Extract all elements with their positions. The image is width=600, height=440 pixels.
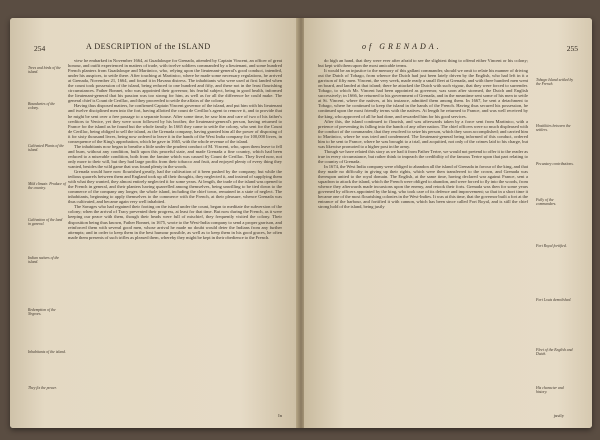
paragraph: The inhabitants now began to breathe a little under the prudent conduct of M. Vincent, who, upon them leave to fell and burn, without any condition, built upon this peaceful state, and made Grenada a fine country, which had been reduced to a miserable condition, both from the famine which was caused by Count de Cerillac. They lived now, not only more to their will, but they had large profits from their tobacco and fruit, and enjoyed plenty of every thing they wanted, besides the wild game that was found plenty in the woods. <box>68 143 282 169</box>
catchword-left: In <box>278 413 282 418</box>
body-text-left <box>68 58 282 412</box>
running-head-right: of GRENADA. <box>362 42 442 51</box>
paragraph: Having thus disposed matters, he confirmed Captain Vincent governor of the island, and put him with his lieutenant and twelve disciplined men into the fort, having allotted the count de Cerillac's agent to remove it, and to provide that he might be sent over a free passage to a separate house. After some time, he saw him and care of two of his father's creditors to Venice, yet they were soon followed by his brother, the lieutenant-general's person, having returned to France for the island as be found but the whole family. In 1665 they came to settle the colony, who sent for the Count de Cerillac, being obliged to sell the island, as the Grenada company, having granted him all the power of disposing of it for sixty thousand livres, being now ordered to leave it in the hands of the West India company for 100,000 livres, in consequence of the King's approbation, which he gave in 1665, with the whole revenue of the island. <box>68 103 282 144</box>
paragraph: In 1674, the West India company were obliged to abandon all the island of Grenada in favour of the king, and that they made no difficulty in giving up their rights, which were then transferred to the crown, and Grenada was thereupon united to the royal domain. The English, at the same time, having declared war against France, sent a squadron to attack the island, which the French were obliged to abandon, and were forced to fly into the woods, from whence they afterwards made incursions upon the enemy, and retook their forts. Grenada was then for some years governed by officers appointed by the king, who took care of its defence and improvement; so that in a short time it became one of the most flourishing colonies in the West-Indies. It was at this time, that the governor built a fort at the entrance of the harbour, and fortified it with cannon, which has been since called Fort Royal, and is still the chief strong hold of the island, being justly <box>318 163 528 210</box>
margin-note: Cultivation of the land in general. <box>28 218 63 227</box>
margin-note: Mild climate. Produce of the country. <box>28 182 66 191</box>
margin-note: Indian natives of the island. <box>28 256 60 265</box>
margin-note: They fix the power. <box>28 386 57 390</box>
paragraph: The Savages who had regained their footing on the island under the count, began to meditate the subversion of the colony; when the arrival of Tracy prevented their progress, at least for that time. But now during the French, as it were keeping our peace with them, though their heads were full of mischief, they frequently visited the colony. Their disposition being thus known, Father Bonnet, in 1675, wrote to the West-India company to send a proper garrison, and reinforced them with several good men, whose arrival he made no doubt would deter the Indians from any further attempts; and in order to keep them in the best humour possible, as well as to keep them in his good graces, he often made them presents of such trifles as pleased them, whereby they might be kept in their obedience to the French. <box>68 204 282 240</box>
margin-note: Trees and birds of the island. <box>28 66 61 75</box>
margin-note: Fort Royal fortified. <box>536 244 567 248</box>
margin-note: Inhabitants of the island. <box>28 350 66 354</box>
margin-note: Fully of the commanders. <box>536 198 557 207</box>
margin-note: His character and history. <box>536 386 564 395</box>
paragraph: After this, the island continued to flourish, and was afterwards taken by a force sent from Martinico, with a pretence of preventing its falling into the hands of any other nation. The chief officers were so much displeased with the conduct of the commander, that they resolved to seize his person, which they soon accomplished; and carried him to Martinico, where he was tried and condemned. The lieutenant-general being informed of this conduct, ordered him to be sent to France, where he was brought to a trial, and acquitted, not only of the crimes laid to his charge, but was likewise promoted to a higher post in the army. <box>318 118 528 149</box>
paragraph: do high an hand, that they were ever after afraid to see the slightest thing to offend either Vincent or his colony; but kept with them upon the most amicable terms. <box>318 58 528 69</box>
page-number-left: 254 <box>34 44 46 53</box>
paragraph: It would be an injustice to the memory of this gallant commander, should we omit to relate his manner of driving out the Dutch of Tobago, from whence the Dutch had just been lately driven by the English, who had left in it a garrison of fifty men. Vincent, the very week, made ready a small fleet at Grenada, and with three hundred men went on board, and landed at that island; there he attacked the Dutch with such vigour, that they were forced to surrender. Tobago, to which Mr. Vincent had been appointed as governor, was soon after stormed, the Dutch and English successively; in 1666, he returned to his government of Grenada, and in the meantime sent some of his men to settle at St. Vincent, where the natives, at his instance, admitted them among them. In 1667, he sent a detachment to Tobago, where he continued to keep the island in the hands of the French. Having thus secured his possession, he continued upon the most friendly terms with the natives. At length he returned to France, and was well received by the king, who approved of all he had done, and rewarded him for his good services. <box>318 68 528 119</box>
right-page <box>304 18 592 428</box>
paragraph: Though we have related this story as we had it from Father Tertre, we would not pretend to offer it to the reader as true in every circumstance, but rather think to impeach the credibility of the famous Tertre upon that part relating to the country of Grenada. <box>318 148 528 164</box>
paragraph: Grenada would have now flourished greatly, had the cultivation of it been pushed by the company; but while the tedious quarrels between them and England took up all their thoughts, they neglected it, and instead of supplying them with what they wanted, they almost entirely neglected it for some years. At length, the trade of the island was opened to the French in general, and their planters having quarrelled among themselves, being unwilling to be tied down to the commerce of the company any longer, the whole island, including the chief town, remained in a state of neglect. The inhabitants, beginning to apply themselves to the commerce with the French, at their pleasure, whence Grenada was thus cultivated, and became again very well inhabited. <box>68 169 282 205</box>
book-spread <box>10 18 592 428</box>
margin-note: Hostilities between the settlers. <box>536 124 571 133</box>
margin-note: Cultivated Plants of the island. <box>28 144 64 153</box>
margin-note: Boundaries of the colony. <box>28 102 55 111</box>
paragraph: view he embarked in November 1664, at Guadaloupe for Grenada, attended by Captain Vincent, an officer of great honour, and outfit experienced in matters of trade, with twelve soldiers commanded by a lieutenant, and some hundred French planters from Guadaloupe and Martinico, who, relying upon the lieutenant-general's good conduct, intended, under his auspices, to settle there. After touching at Martinico, where he made some necessary regulations, he arrived at Grenada, November 21, 1664, and found it in Havana distress. The inhabitants who were used at first landed when the count took possession of the island, being reduced to one hundred and fifty, and these not in the least flourishing circumstances. Father Bonnet, who was appointed their governor, his fearful subject, being in good health, informed the lieutenant-general that his passion was too strong for him, as well as for all the difference he could make. The general chief is Count de Cerillac, and they proceeded to settle the affairs of the colony. <box>68 58 282 104</box>
margin-note: Fort Louis demolished. <box>536 298 572 302</box>
margin-note: Redemption of the Negroes. <box>28 308 56 317</box>
page-number-right: 255 <box>566 44 578 53</box>
catchword-right: justly <box>553 413 564 418</box>
running-head-left: A DESCRIPTION of the ISLAND <box>86 42 211 51</box>
margin-note: Fleet of the English and Dutch. <box>536 348 573 357</box>
margin-note: Pecuniary contributions. <box>536 162 574 166</box>
left-page <box>10 18 298 428</box>
body-text-right <box>318 58 528 412</box>
margin-note: Tobago Island settled by the French. <box>536 78 574 87</box>
